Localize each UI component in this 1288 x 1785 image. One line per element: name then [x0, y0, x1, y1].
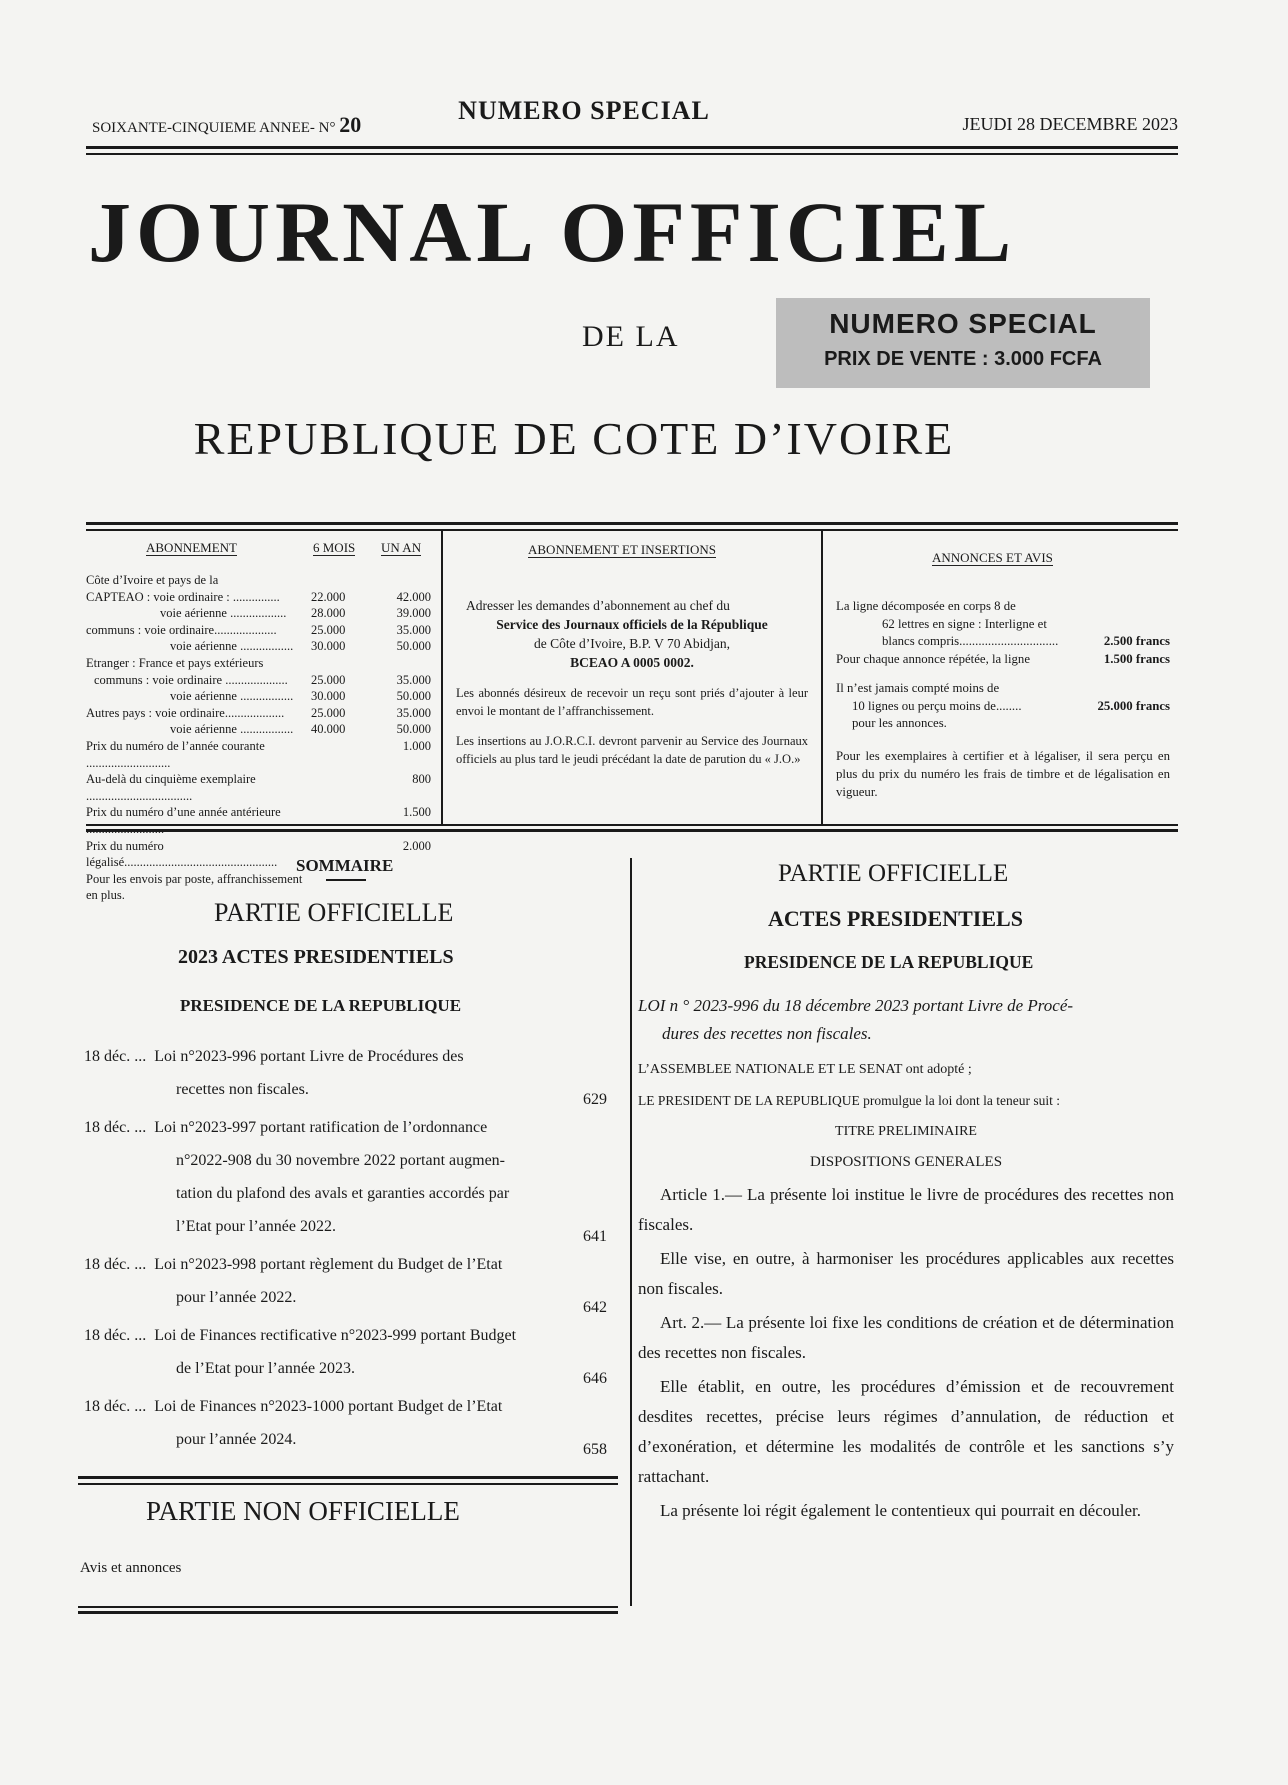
rate-row: [86, 605, 431, 622]
toc-page: 658: [583, 1441, 607, 1458]
toc-entry: [84, 1319, 619, 1385]
avis-annonces: Avis et annonces: [80, 1560, 182, 1576]
toc-date: 18 déc. ...: [84, 1119, 147, 1136]
rate-unan: 35.000: [396, 672, 431, 687]
rate-label: voie aérienne .................: [170, 639, 294, 654]
special-label-text: NUMERO SPECIAL: [458, 96, 710, 125]
rate-label: Prix du numéro de l’année courante ...........................: [86, 738, 265, 770]
toc-title-continued: tation du plafond des avals et garanties accordés par: [176, 1185, 510, 1202]
sommaire-actes: 2023 ACTES PRESIDENTIELS: [178, 946, 454, 968]
rate-label: Autres pays : voie ordinaire...................: [86, 705, 285, 720]
sommaire-head: SOMMAIRE: [296, 856, 394, 875]
toc-entry-first-line: [84, 1248, 619, 1281]
rate-row: [86, 771, 431, 804]
col-unan: UN AN: [381, 540, 422, 555]
annonces-l4: Pour chaque annonce répétée, la ligne: [836, 651, 1030, 666]
abonnement-rates: [86, 572, 431, 904]
de-la-label: DE LA: [582, 320, 680, 353]
annonces-l2: 62 lettres en signe : Interligne et: [882, 616, 1047, 631]
insertions-p2: Les abonnés désireux de recevoir un reçu sont priés d’ajouter à leur envoi le montant de l’affranchissement.: [456, 686, 808, 718]
annonces-head: ANNONCES ET AVIS: [932, 550, 1053, 565]
rate-6mois: 30.000: [311, 689, 346, 704]
rate-label: voie aérienne .................: [170, 689, 294, 704]
annonces-text: [836, 598, 1170, 801]
rate-6mois: [311, 738, 381, 771]
assemblee: L’ASSEMBLEE NATIONALE ET LE SENAT ont adopté ;: [638, 1062, 972, 1077]
annonces-l1: La ligne décomposée en corps 8 de: [836, 599, 1016, 613]
rate-unan: 50.000: [396, 722, 431, 737]
sommaire-rule-thin: [78, 1483, 618, 1485]
annonces-l8: Pour les exemplaires à certifier et à légaliser, il sera perçu en plus du prix du numéro les frais de timbre et de légalisation en vigueur.: [836, 748, 1170, 799]
toc-entry-first-line: [84, 1111, 619, 1144]
annonces-row-4: [836, 651, 1170, 669]
annonces-l4v: 1.500 francs: [1103, 651, 1170, 666]
rate-6mois: [311, 771, 381, 804]
rate-unan: 50.000: [396, 689, 431, 704]
toc-entry-first-line: [84, 1319, 619, 1352]
rate-unan: 42.000: [396, 589, 431, 604]
toc-date: 18 déc. ...: [84, 1398, 147, 1415]
toc-title: Loi de Finances n°2023-1000 portant Budget de l’Etat: [154, 1398, 503, 1415]
rate-unan: 1.500: [402, 805, 431, 820]
issue-number: 20: [339, 112, 362, 137]
badge-special: NUMERO SPECIAL: [829, 308, 1097, 339]
toc-title-continued: recettes non fiscales.: [176, 1081, 309, 1098]
toc-title-continued: de l’Etat pour l’année 2023.: [176, 1360, 356, 1377]
insertions-p3: Les insertions au J.O.R.C.I. devront parvenir au Service des Journaux officiels au plus tard le jeudi précédant la date de parution du « J.O.»: [456, 734, 808, 766]
sommaire-list: [84, 1040, 619, 1461]
toc-title-continued: n°2022-908 du 30 novembre 2022 portant augmen-: [176, 1152, 505, 1169]
toc-title: Loi n°2023-998 portant règlement du Budget de l’Etat: [154, 1256, 503, 1273]
toc-title: Loi n°2023-997 portant ratification de l’ordonnance: [154, 1119, 488, 1136]
rate-unan: 35.000: [396, 622, 431, 637]
body-text: [638, 992, 1174, 1530]
rate-label: communs : voie ordinaire ....................: [94, 672, 288, 687]
rate-label: Etranger : France et pays extérieurs: [86, 655, 264, 670]
column-divider: [630, 858, 632, 1606]
annonces-l6: 10 lignes ou perçu moins de........: [852, 698, 1022, 713]
rate-6mois: [311, 655, 381, 672]
rate-unan: [381, 572, 431, 589]
abonnement-head: ABONNEMENT: [146, 540, 237, 555]
rate-6mois: 40.000: [311, 722, 346, 737]
header-rule-thin: [86, 153, 1178, 155]
rate-unan: 50.000: [396, 639, 431, 654]
republique-text: REPUBLIQUE DE COTE D’IVOIRE: [193, 413, 955, 464]
annonces-row-6: [836, 698, 1170, 716]
loi-title-1: LOI n ° 2023-996 du 18 décembre 2023 portant Livre de Procé-: [638, 996, 1074, 1015]
rate-row: [86, 655, 431, 672]
sommaire-underline: [326, 879, 366, 881]
insertions-p1d: BCEAO A 0005 0002.: [570, 655, 694, 670]
toc-date: 18 déc. ...: [84, 1327, 147, 1344]
article-paragraph: Art. 2.— La présente loi fixe les conditions de création et de détermination des recettes non fiscales.: [638, 1313, 1174, 1362]
toc-page: 641: [583, 1228, 607, 1245]
insertions-p1a: Adresser les demandes d’abonnement au chef du: [466, 598, 730, 613]
toc-entry-first-line: [84, 1390, 619, 1423]
rate-row: [86, 589, 431, 606]
rate-unan: 800: [412, 772, 431, 787]
rate-label: Prix du numéro d’une année antérieure .........................: [86, 805, 281, 836]
non-officielle-head: PARTIE NON OFFICIELLE: [146, 1496, 460, 1526]
price-badge: [776, 298, 1150, 388]
toc-page: 646: [583, 1370, 607, 1387]
body-partie: PARTIE OFFICIELLE: [778, 860, 1009, 887]
insertions-head: ABONNEMENT ET INSERTIONS: [528, 542, 716, 557]
rate-row: [86, 804, 431, 837]
toc-title: Loi de Finances rectificative n°2023-999 portant Budget: [154, 1327, 517, 1344]
annonces-l3: blancs compris...............................: [882, 634, 1059, 648]
article-paragraph: La présente loi régit également le contentieux qui pourrait en découler.: [660, 1501, 1142, 1520]
badge-price: PRIX DE VENTE : 3.000 FCFA: [824, 348, 1102, 370]
article-paragraph: Elle vise, en outre, à harmoniser les procédures applicables aux recettes non fiscales.: [638, 1249, 1174, 1298]
table-top-rule-thick: [86, 522, 1178, 525]
table-top-rule-thin: [86, 529, 1178, 531]
toc-entry: [84, 1040, 619, 1106]
rate-6mois: 25.000: [311, 672, 346, 687]
rate-unan: 2.000: [402, 838, 431, 853]
sommaire-presidence: PRESIDENCE DE LA REPUBLIQUE: [180, 996, 462, 1015]
insertions-text: [456, 596, 808, 768]
rate-6mois: 25.000: [311, 705, 346, 720]
toc-date: 18 déc. ...: [84, 1048, 147, 1065]
rate-row: [86, 721, 431, 738]
rate-6mois: [311, 572, 381, 589]
rate-label: voie aérienne ..................: [160, 606, 287, 621]
article-paragraph: Article 1.— La présente loi institue le livre de procédures des recettes non fiscales.: [638, 1185, 1174, 1234]
body-actes: ACTES PRESIDENTIELS: [768, 906, 1023, 931]
toc-entry: [84, 1390, 619, 1456]
rate-6mois: 22.000: [311, 589, 346, 604]
dispositions-generales: DISPOSITIONS GENERALES: [809, 1154, 1003, 1170]
toc-entry-first-line: [84, 1040, 619, 1073]
loi-title-2: dures des recettes non fiscales.: [662, 1024, 872, 1043]
rate-row: [86, 622, 431, 639]
rate-unan: 35.000: [396, 705, 431, 720]
toc-title: Loi n°2023-996 portant Livre de Procédures des: [154, 1048, 464, 1065]
sommaire-bottom-rule-thick: [78, 1611, 618, 1614]
rate-label: Pour les envois par poste, affranchissement en plus.: [86, 871, 303, 903]
rate-6mois: 28.000: [311, 606, 346, 621]
rate-row: [86, 638, 431, 655]
rate-6mois: 30.000: [311, 639, 346, 654]
col-6mois: 6 MOIS: [313, 540, 356, 555]
republique-title: [0, 412, 1288, 465]
toc-page: 629: [583, 1091, 607, 1108]
rate-unan: 1.000: [402, 738, 431, 753]
insertions-p1b: Service des Journaux officiels de la République: [496, 617, 768, 632]
rate-row: [86, 688, 431, 705]
rate-row: [86, 705, 431, 722]
annonces-l5: Il n’est jamais compté moins de: [836, 681, 1000, 695]
article-paragraphs: [638, 1180, 1174, 1526]
header-rule-thick: [86, 146, 1178, 149]
sommaire-partie: PARTIE OFFICIELLE: [214, 898, 454, 927]
rate-unan: [381, 655, 431, 672]
body-presidence: PRESIDENCE DE LA REPUBLIQUE: [744, 952, 1034, 972]
rate-6mois: 25.000: [311, 622, 346, 637]
article-paragraph: Elle établit, en outre, les procédures d’émission et de recouvrement desdites recettes, précise leurs régimes d’annulation, de réduction et d’exonération, et détermine les modalités de contrôle et les sanctions s’y rattachant.: [638, 1377, 1174, 1486]
annonces-l6v: 25.000 francs: [1097, 698, 1170, 713]
rate-label: Au-delà du cinquième exemplaire ..................................: [86, 772, 256, 803]
rate-label: Côte d’Ivoire et pays de la: [86, 573, 219, 587]
toc-date: 18 déc. ...: [84, 1256, 147, 1273]
rate-6mois: [311, 804, 381, 837]
annonces-l7: pour les annonces.: [852, 716, 947, 730]
toc-page: 642: [583, 1299, 607, 1316]
toc-entry: [84, 1248, 619, 1314]
annonces-l3v: 2.500 francs: [1103, 634, 1170, 648]
issue-date: JEUDI 28 DECEMBRE 2023: [962, 114, 1178, 134]
table-divider-1: [441, 531, 443, 824]
rate-row: [86, 572, 431, 589]
rate-row: [86, 672, 431, 689]
rate-row: [86, 738, 431, 771]
toc-entry: [84, 1111, 619, 1243]
toc-title-continued: pour l’année 2022.: [176, 1289, 297, 1306]
insertions-p1c: de Côte d’Ivoire, B.P. V 70 Abidjan,: [534, 636, 730, 651]
sommaire-bottom-rule-thin: [78, 1606, 618, 1608]
sommaire-rule-thick: [78, 1476, 618, 1479]
annonces-row-3: [836, 633, 1170, 651]
rate-label: Prix du numéro légalisé.................................................: [86, 838, 278, 870]
toc-title-continued: l’Etat pour l’année 2022.: [176, 1218, 336, 1235]
rate-label: CAPTEAO : voie ordinaire : ...............: [86, 589, 280, 604]
titre-preliminaire: TITRE PRELIMINAIRE: [835, 1124, 977, 1139]
rate-label: communs : voie ordinaire....................: [86, 622, 277, 637]
journal-title: JOURNAL OFFICIEL: [88, 184, 1017, 280]
toc-title-continued: pour l’année 2024.: [176, 1431, 297, 1448]
rate-unan: 39.000: [396, 606, 431, 621]
rate-label: voie aérienne .................: [170, 722, 294, 737]
year-label: SOIXANTE-CINQUIEME ANNEE- N°: [92, 120, 336, 136]
promulgue: LE PRESIDENT DE LA REPUBLIQUE promulgue la loi dont la teneur suit :: [638, 1093, 1060, 1108]
table-divider-2: [821, 531, 823, 824]
